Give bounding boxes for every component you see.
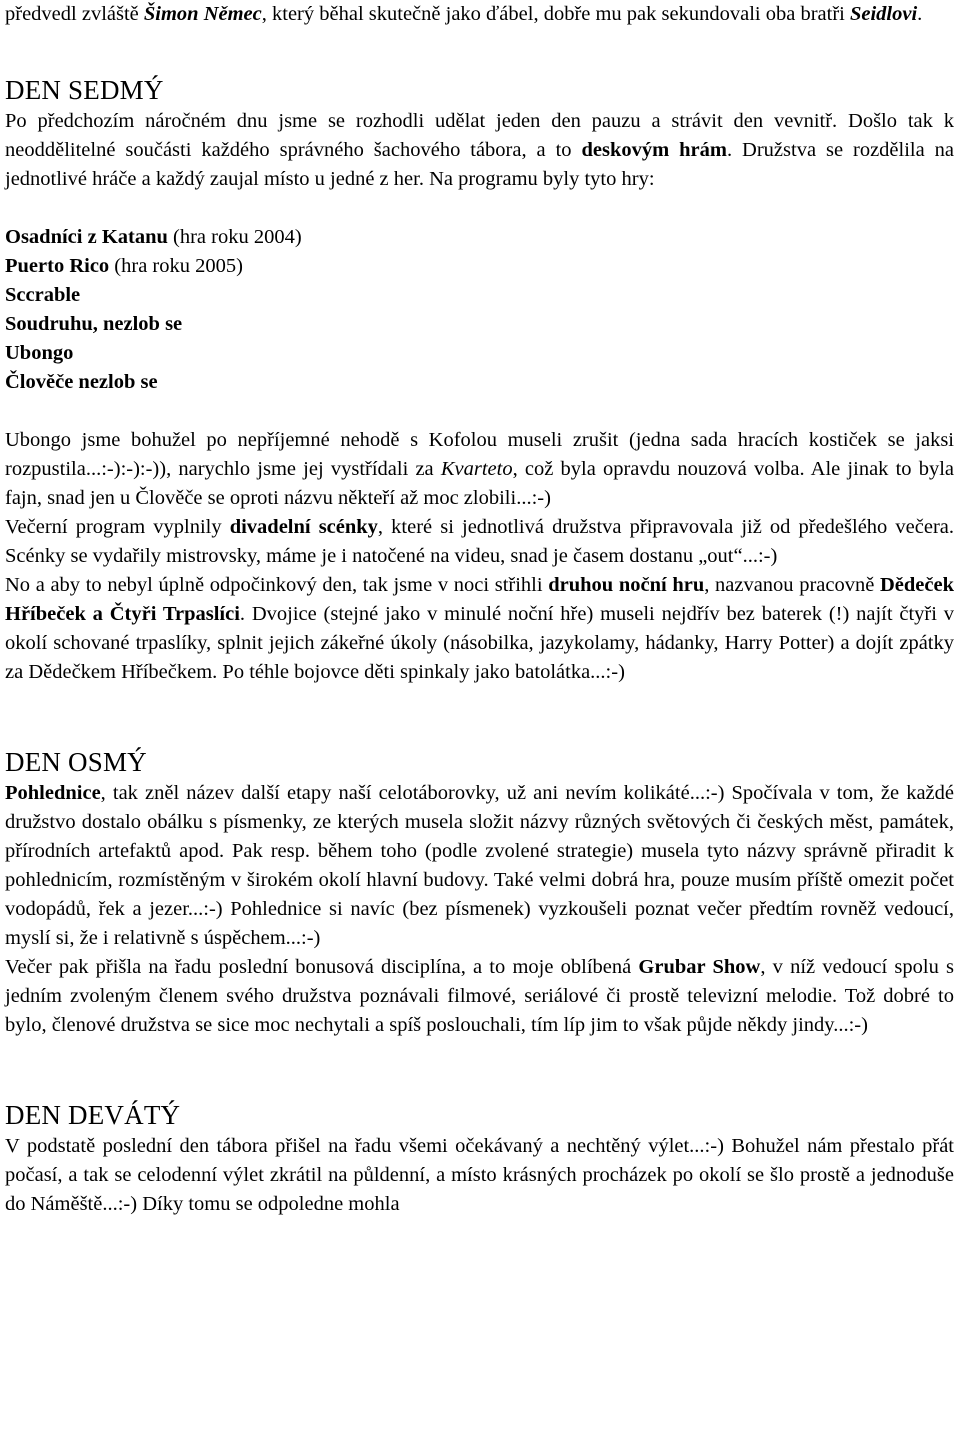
day7-paragraph-3: Večerní program vyplnily divadelní scénky, které si jednotlivá družstva připravovala již od předešlého večera. Scénky se vydařily mistrovsky, máme je i natočené na videu, snad je časem dostanu „out“...:-) (5, 516, 955, 567)
text-run: . (917, 3, 923, 25)
day8-heading: DEN OSMÝ (5, 747, 147, 777)
list-item: Osadníci z Katanu (hra roku 2004) (5, 226, 302, 248)
list-item: Sccrable (5, 284, 81, 306)
day9-paragraph-1: V podstatě poslední den tábora přišel na řadu všemi očekávaný a nechtěný výlet...:-) Bohužel nám přestalo přát počasí, a tak se celodenní výlet zkrátil na půldenní, a místo krásných procházek po okolí se šlo prostě a jednoduše do Náměště...:-) Díky tomu se odpoledne mohla (5, 1135, 954, 1215)
skits-highlight: divadelní scénky (229, 516, 378, 538)
day7-paragraph-4: No a aby to nebyl úplně odpočinkový den, tak jsme v noci střihli druhou noční hru, nazvanou pracovně Dědeček Hříbeček a Čtyři Trpaslíci. Dvojice (stejné jako v minulé noční hře) museli nejdřív bez baterek (!) najít čtyři v okolí schované trpaslíky, splnit jejich zákeřné úkoly (násobilka, jazykolamy, hádanky, Harry Potter) a dojít zpátky za Dědečkem Hříbečkem. Po téhle bojovce děti spinkaly jako batolátka...:-) (5, 574, 955, 683)
list-item: Ubongo (5, 342, 74, 364)
day8-paragraph-1: Pohlednice, tak zněl název další etapy naší celotáborovky, už ani nevím kolikáté...:-) Spočívala v tom, že každé družstvo dostalo obálku s písmenky, ze kterých musela složit názvy různých světových či českých měst, památek, přírodních artefaktů apod. Pak resp. během toho (podle zvolené strategie) musela tyto názvy správně přiradit k pohlednicím, rozmístěným v širokém okolí hlavní budovy. Také velmi dobrá hra, pouze musím příště omezit počet vodopádů, řek a jezer...:-) Pohlednice si navíc (bez písmenek) vyzkoušeli poznat večer předtím rovněž vedoucí, myslí si, že i relativně s úspěchem...:-) (5, 782, 954, 949)
night-game-highlight: druhou noční hru (548, 574, 705, 596)
text-run: předvedl zvláště (5, 3, 144, 25)
day7-paragraph-2: Ubongo jsme bohužel po nepříjemné nehodě s Kofolou museli zrušit (jedna sada hracích kostiček se jaksi rozpustila...:-):-):-)), narychlo jsme jej vystřídali za Kvarteto, což byla opravdu nouzová volba. Ale jinak to byla fajn, snad jen u Člověče se oproti názvu někteří až moc zlobili...:-) (5, 429, 955, 509)
games-list (5, 223, 954, 397)
postcards-highlight: Pohlednice (5, 782, 101, 804)
text-run: , který běhal skutečně jako ďábel, dobře mu pak sekundovali oba bratři (261, 3, 850, 25)
night-game-name: Dědeček Hříbeček a Čtyři Trpaslíci (5, 574, 955, 625)
person-name: Šimon Němec (143, 3, 262, 25)
intro-paragraph (5, 0, 954, 29)
list-item: Soudruhu, nezlob se (5, 313, 183, 335)
day8-paragraph-2: Večer pak přišla na řadu poslední bonusová disciplína, a to moje oblíbená Grubar Show, v níž vedoucí spolu s jedním zvoleným členem svého družstva poznávali filmové, seriálové či prostě televizní melodie. Tož dobré to bylo, členové družstva se sice moc nechytali a spíš poslouchali, tím líp jim to však půjde někdy jindy...:-) (5, 956, 955, 1036)
day7-heading: DEN SEDMÝ (5, 75, 164, 105)
person-name: Seidlovi (849, 3, 918, 25)
show-name-highlight: Grubar Show (638, 956, 761, 978)
list-item: Puerto Rico (hra roku 2005) (5, 255, 243, 277)
day7-paragraph-1: Po předchozím náročném dnu jsme se rozhodli udělat jeden den pauzu a strávit den vevnitř. Došlo tak k neoddělitelné součásti každého správného šachového tábora, a to deskovým hrám. Družstva se rozdělila na jednotlivé hráče a každý zaujal místo u jedné z her. Na programu byly tyto hry: (5, 110, 955, 190)
board-games-highlight: deskovým hrám (581, 139, 727, 161)
day9-heading: DEN DEVÁTÝ (5, 1100, 181, 1130)
list-item: Člověče nezlob se (5, 371, 158, 393)
game-name-italic: Kvarteto (440, 458, 513, 480)
